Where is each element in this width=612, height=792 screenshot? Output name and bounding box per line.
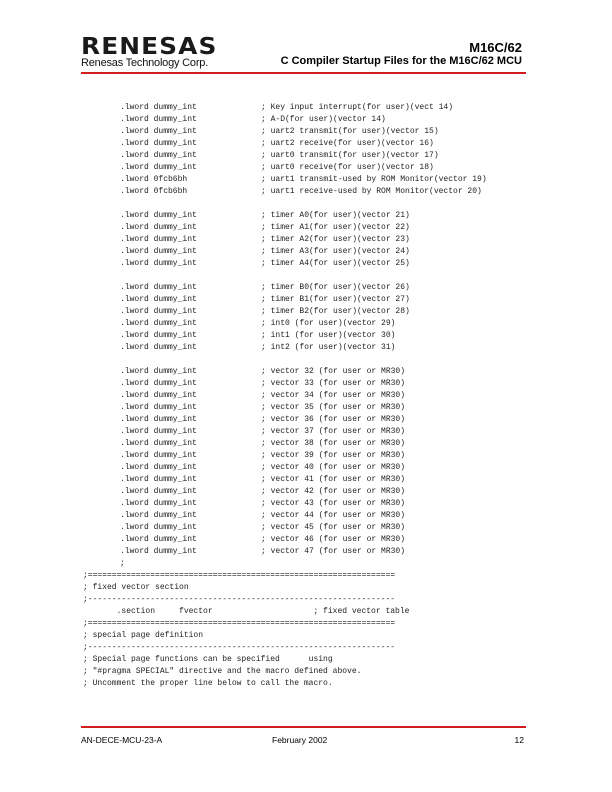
code-line: [83, 534, 528, 546]
code-line: [83, 126, 528, 138]
code-line: [83, 102, 528, 114]
code-line: [83, 618, 528, 630]
code-text: ; special page definition: [83, 631, 204, 640]
code-instruction: .lword dummy_int: [120, 115, 197, 124]
code-line: [83, 558, 528, 570]
code-line: [83, 450, 528, 462]
code-comment: ; vector 37 (for user or MR30): [261, 427, 406, 436]
code-comment: ; uart1 transmit-used by ROM Monitor(vector 19): [261, 175, 487, 184]
code-line: [83, 402, 528, 414]
code-line: [83, 270, 528, 282]
footer-doc-id: AN-DECE-MCU-23-A: [81, 735, 163, 745]
code-comment: ; timer A2(for user)(vector 23): [261, 235, 410, 244]
code-line: [83, 630, 528, 642]
code-line: [83, 114, 528, 126]
code-instruction: .lword 0fcb6bh: [120, 175, 188, 184]
code-instruction: .lword dummy_int: [120, 235, 197, 244]
code-instruction: .lword dummy_int: [120, 379, 197, 388]
code-comment: ; uart0 receive(for user)(vector 18): [261, 163, 434, 172]
code-instruction: .lword dummy_int: [120, 139, 197, 148]
code-line: [83, 390, 528, 402]
code-comment: ; vector 38 (for user or MR30): [261, 439, 406, 448]
code-comment: ; vector 35 (for user or MR30): [261, 403, 406, 412]
code-comment: ; vector 44 (for user or MR30): [261, 511, 406, 520]
renesas-logo: RENESAS: [81, 34, 218, 60]
code-instruction: .lword dummy_int: [120, 331, 197, 340]
code-instruction: .lword dummy_int: [120, 547, 197, 556]
code-line: [83, 474, 528, 486]
code-line: [83, 510, 528, 522]
code-line: [83, 522, 528, 534]
code-instruction: .lword dummy_int: [120, 427, 197, 436]
code-line: [83, 678, 528, 690]
code-instruction: .lword dummy_int: [120, 463, 197, 472]
code-line: [83, 354, 528, 366]
code-line: [83, 414, 528, 426]
code-instruction: .lword dummy_int: [120, 163, 197, 172]
code-comment: ; timer A0(for user)(vector 21): [261, 211, 410, 220]
code-instruction: .lword dummy_int: [120, 283, 197, 292]
code-instruction: .lword dummy_int: [120, 259, 197, 268]
code-comment: ; vector 46 (for user or MR30): [261, 535, 406, 544]
code-text: ;================================================================: [83, 571, 396, 580]
code-line: [83, 366, 528, 378]
code-line: [83, 594, 528, 606]
code-comment: ; vector 41 (for user or MR30): [261, 475, 406, 484]
code-comment: ; vector 34 (for user or MR30): [261, 391, 406, 400]
code-line: [83, 582, 528, 594]
code-line: [83, 642, 528, 654]
code-line: [83, 222, 528, 234]
code-instruction: .lword dummy_int: [120, 127, 197, 136]
code-comment: ; vector 43 (for user or MR30): [261, 499, 406, 508]
code-instruction: .lword dummy_int: [120, 307, 197, 316]
code-comment: ; uart2 transmit(for user)(vector 15): [261, 127, 439, 136]
code-comment: ; int2 (for user)(vector 31): [261, 343, 396, 352]
code-line: [83, 306, 528, 318]
code-line: [83, 666, 528, 678]
code-comment: ; timer B1(for user)(vector 27): [261, 295, 410, 304]
code-text: ;----------------------------------------------------------------: [83, 643, 396, 652]
code-line: [83, 342, 528, 354]
code-instruction: .lword dummy_int: [120, 247, 197, 256]
code-line: [83, 210, 528, 222]
code-instruction: .lword dummy_int: [120, 535, 197, 544]
code-line: [83, 570, 528, 582]
code-line: [83, 282, 528, 294]
code-instruction: .lword dummy_int: [120, 223, 197, 232]
code-instruction: .lword dummy_int: [120, 211, 197, 220]
document-title: M16C/62: [469, 40, 522, 55]
code-comment: ; vector 40 (for user or MR30): [261, 463, 406, 472]
code-comment: ; timer A1(for user)(vector 22): [261, 223, 410, 232]
code-line: [83, 318, 528, 330]
code-comment: ; vector 33 (for user or MR30): [261, 379, 406, 388]
code-comment: ; timer B2(for user)(vector 28): [261, 307, 410, 316]
code-line: [83, 462, 528, 474]
code-line: [83, 258, 528, 270]
code-line: [83, 174, 528, 186]
code-line: [83, 198, 528, 210]
code-text: ; "#pragma SPECIAL" directive and the macro defined above.: [83, 667, 362, 676]
code-line: [83, 498, 528, 510]
code-instruction: .lword dummy_int: [120, 103, 197, 112]
code-comment: ; vector 47 (for user or MR30): [261, 547, 406, 556]
code-instruction: .lword dummy_int: [120, 499, 197, 508]
code-instruction: .lword dummy_int: [120, 319, 197, 328]
code-comment: ; int1 (for user)(vector 30): [261, 331, 396, 340]
code-comment: ; uart2 receive(for user)(vector 16): [261, 139, 434, 148]
footer-rule: [81, 726, 526, 728]
code-line: [83, 150, 528, 162]
code-instruction: .lword dummy_int: [120, 523, 197, 532]
code-instruction: .lword dummy_int: [120, 475, 197, 484]
company-name: Renesas Technology Corp.: [81, 57, 209, 69]
code-line: [83, 654, 528, 666]
code-comment: ; vector 45 (for user or MR30): [261, 523, 406, 532]
code-instruction: .lword dummy_int: [120, 343, 197, 352]
code-line: [83, 426, 528, 438]
code-comment: ; vector 36 (for user or MR30): [261, 415, 406, 424]
code-line: [83, 246, 528, 258]
code-comment: ; vector 42 (for user or MR30): [261, 487, 406, 496]
code-instruction: .lword dummy_int: [120, 367, 197, 376]
document-subtitle: C Compiler Startup Files for the M16C/62 MCU: [280, 55, 522, 67]
code-comment: ; uart0 transmit(for user)(vector 17): [261, 151, 439, 160]
code-line: [83, 138, 528, 150]
code-text: .section fvector ; fixed vector table: [83, 607, 410, 616]
code-comment: ; A-D(for user)(vector 14): [261, 115, 386, 124]
code-comment: ; vector 32 (for user or MR30): [261, 367, 406, 376]
code-instruction: .lword dummy_int: [120, 487, 197, 496]
code-instruction: .lword dummy_int: [120, 451, 197, 460]
code-line: [83, 294, 528, 306]
code-comment: ; timer B0(for user)(vector 26): [261, 283, 410, 292]
code-comment: ; timer A3(for user)(vector 24): [261, 247, 410, 256]
code-instruction: .lword 0fcb6bh: [120, 187, 188, 196]
code-text: ; Special page functions can be specified using: [83, 655, 333, 664]
code-instruction: ;: [120, 559, 125, 568]
code-text: ; fixed vector section: [83, 583, 189, 592]
code-instruction: .lword dummy_int: [120, 415, 197, 424]
footer-date: February 2002: [272, 735, 328, 745]
code-text: ;----------------------------------------------------------------: [83, 595, 396, 604]
code-line: [83, 186, 528, 198]
code-comment: ; Key input interrupt(for user)(vect 14): [261, 103, 454, 112]
code-text: ;================================================================: [83, 619, 396, 628]
code-line: [83, 378, 528, 390]
code-line: [83, 438, 528, 450]
code-line: [83, 162, 528, 174]
code-comment: ; vector 39 (for user or MR30): [261, 451, 406, 460]
code-line: [83, 606, 528, 618]
code-comment: ; uart1 receive-used by ROM Monitor(vector 20): [261, 187, 482, 196]
header-rule: [81, 72, 526, 74]
code-instruction: .lword dummy_int: [120, 403, 197, 412]
code-listing: [83, 102, 528, 690]
code-comment: ; int0 (for user)(vector 29): [261, 319, 396, 328]
code-line: [83, 546, 528, 558]
code-instruction: .lword dummy_int: [120, 295, 197, 304]
code-instruction: .lword dummy_int: [120, 391, 197, 400]
code-instruction: .lword dummy_int: [120, 439, 197, 448]
code-line: [83, 234, 528, 246]
code-text: ; Uncomment the proper line below to call the macro.: [83, 679, 333, 688]
code-instruction: .lword dummy_int: [120, 511, 197, 520]
footer-page-number: 12: [514, 735, 524, 745]
code-line: [83, 330, 528, 342]
code-instruction: .lword dummy_int: [120, 151, 197, 160]
code-comment: ; timer A4(for user)(vector 25): [261, 259, 410, 268]
code-line: [83, 486, 528, 498]
